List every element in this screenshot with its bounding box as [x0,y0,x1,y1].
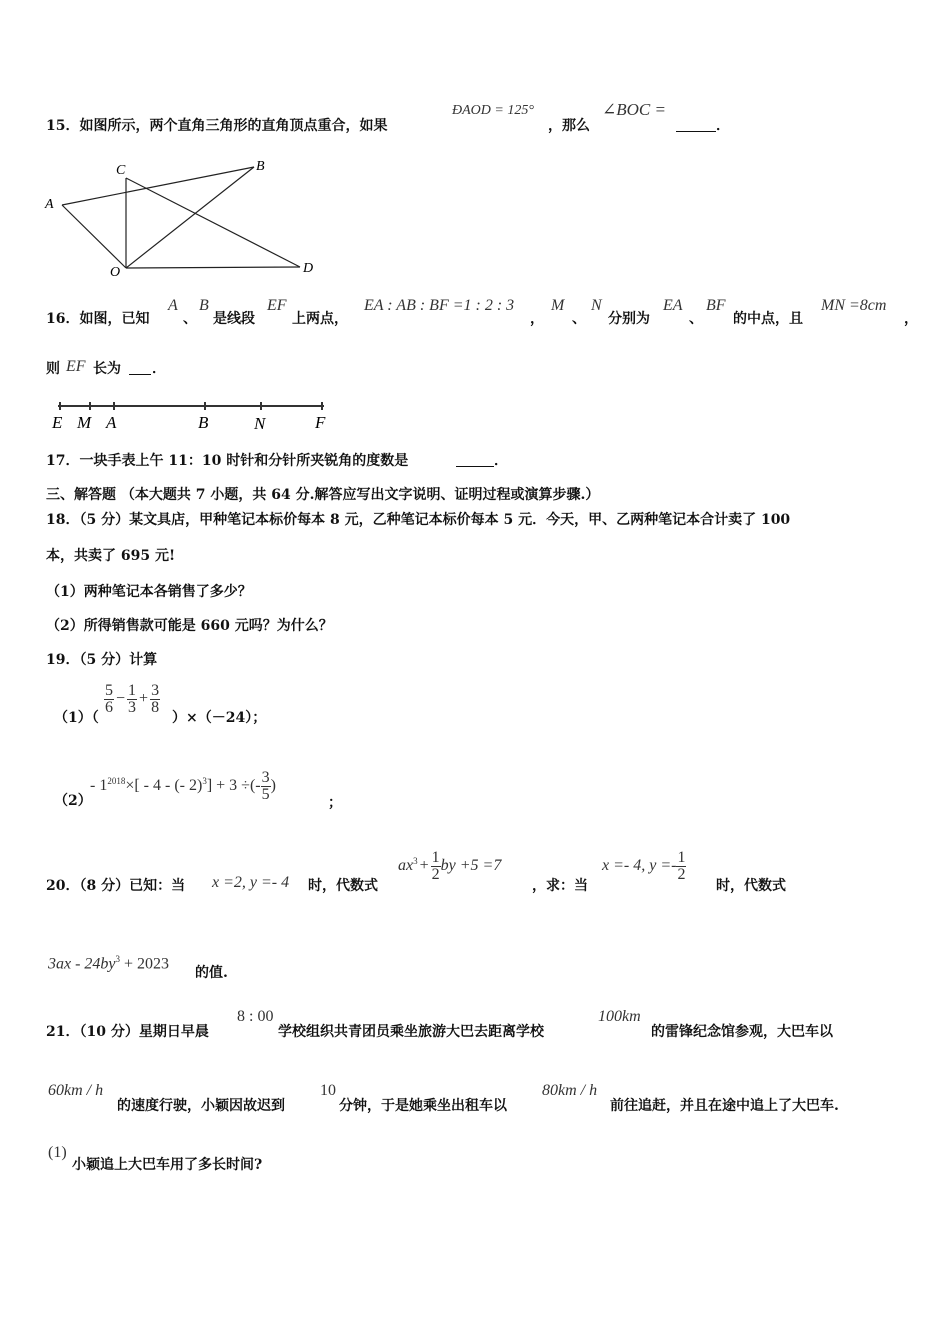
q19-part2-frac: $\frac{3}{5}$ [261,769,270,803]
q16-segment-ea: EA [663,297,683,314]
q15-math-ask: ∠BOC = [602,100,666,119]
q16-seg-label-a: A [106,413,117,432]
q16-sep1: 、 [183,311,197,327]
q18-sub1: （1）两种笔记本各销售了多少？ [46,584,252,600]
q21-speed1: 60km / h [48,1082,104,1099]
q17-answer-blank [456,466,494,467]
section3-heading: 三、解答题 （本大题共 7 小题，共 64 分.解答应写出文字说明、证明过程或演算步骤.） [46,487,600,503]
q19-title: 19．（5 分）计算 [46,652,158,668]
q16-line2-end: ． [152,361,166,377]
q16-mn-length: MN =8cm [821,297,887,314]
q15-text-b: ，那么 [548,118,590,134]
q16-segment-ef: EF [267,297,287,314]
q16-text-d: 分别为 [608,311,650,327]
q16-comma: ， [530,311,544,327]
q21-distance: 100km [598,1008,641,1025]
q16-segment-figure [48,396,338,436]
q16-seg-label-e: E [52,413,63,432]
q15-figure [40,150,330,280]
q21-sub1-label: (1) [48,1144,67,1161]
q21-late-minutes: 10 [320,1082,336,1099]
q16-seg-label-b: B [198,413,209,432]
q19-part2-expr: - $1^{2018}\times[ - 4$ - (- 2)$^3$] + 3 ÷(- $\frac{3}{5}$ ) [90,769,276,803]
q15-label-a: A [45,197,54,212]
q21-text-c: 的雷锋纪念馆参观，大巴车以 [651,1024,833,1040]
q20-text-b: 时，代数式 [308,878,378,894]
q16-point-a: A [168,297,178,314]
q15-label-b: B [256,159,265,174]
q15-math-given: ÐAOD = 125° [452,103,534,118]
q16-point-m: M [551,297,565,314]
q16-seg-label-n: N [254,414,266,433]
q21-sub1-text: 小颖追上大巴车用了多长时间? [72,1157,263,1173]
q16-line2-a: 则 [46,361,60,377]
q19-frac2: $\frac{1}{3}$ [128,682,137,716]
q20-cond2-frac: $\frac{1}{2}$ [677,849,686,883]
q19-part1-expr: $\frac{5}{6}$ − $\frac{1}{3}$ + $\frac{3}{8}$ [105,682,160,716]
q21-time: 8 : 00 [237,1008,274,1025]
q21-text-e: 分钟，于是她乘坐出租车以 [339,1098,507,1114]
q16-line2-ef: EF [66,358,86,375]
q21-text-f: 前往追赶，并且在途中追上了大巴车. [610,1098,839,1114]
q16-ratio: EA : AB : BF =1 : 2 : 3 [364,297,515,314]
q20-text-d: 时，代数式 [716,878,786,894]
q16-text-e: 的中点，且 [733,311,803,327]
q18-line2: 本，共卖了 695 元! [46,548,176,564]
q17-text: 17．一块手表上午 11：10 时针和分针所夹锐角的度数是 [46,453,409,469]
q16-sep2: 、 [572,311,586,327]
q16-end-comma: ， [904,311,918,327]
q15-end: ． [716,118,730,134]
q21-speed2: 80km / h [542,1082,598,1099]
q16-point-b: B [199,297,209,314]
q21-text-a: 21．（10 分）星期日早晨 [46,1024,209,1040]
q20-expr2: $3ax - 24by^3 + 2023$ [48,954,170,973]
q16-segment-bf: BF [706,297,726,314]
q16-text-c: 上两点， [292,311,348,327]
q15-label-c: C [116,163,126,178]
q20-cond2: x =- 4, y =- $\frac{1}{2}$ [602,849,686,883]
q15-text-a: 15．如图所示，两个直角三角形的直角顶点重合，如果 [46,118,388,134]
q19-part2-label: （2） [54,793,92,809]
q19-frac1: $\frac{5}{6}$ [105,682,113,716]
q19-part2-tail: ； [328,795,342,811]
q19-part1-label: （1）（ [54,710,99,726]
q17-end: ． [494,453,508,469]
q21-text-d: 的速度行驶，小颖因故迟到 [117,1098,285,1114]
q20-text-a: 20．（8 分）已知：当 [46,878,186,894]
q20-cond1: x =2, y =- 4 [212,874,290,891]
q15-answer-blank [676,131,716,132]
q21-text-b: 学校组织共青团员乘坐旅游大巴去距离学校 [278,1024,544,1040]
q16-text-b: 是线段 [213,311,255,327]
q20-text-e: 的值. [195,965,228,981]
q19-frac3: $\frac{3}{8}$ [151,682,160,716]
q20-text-c: ，求：当 [532,878,588,894]
q18-sub2: （2）所得销售款可能是 660 元吗？为什么？ [46,618,333,634]
q20-expr1-frac: $\frac{1}{2}$ [431,849,440,883]
q16-text-a: 16．如图，已知 [46,311,150,327]
q19-part1-tail: ）×（－24）； [172,710,267,726]
q16-line2-b: 长为 [93,361,121,377]
q15-label-d: D [303,261,314,276]
q16-answer-blank [129,374,151,375]
q16-seg-label-f: F [315,413,326,432]
q18-line1: 18．（5 分）某文具店，甲种笔记本标价每本 8 元，乙种笔记本标价每本 5 元．今天，甲、乙两种笔记本合计卖了 100 [46,512,791,528]
q16-seg-label-m: M [77,413,92,432]
q20-expr1: $ax^3$ + $\frac{1}{2}$ by +5 =7 [398,849,502,883]
q16-sep3: 、 [689,311,703,327]
q15-label-o: O [110,265,121,280]
q16-point-n: N [591,297,602,314]
